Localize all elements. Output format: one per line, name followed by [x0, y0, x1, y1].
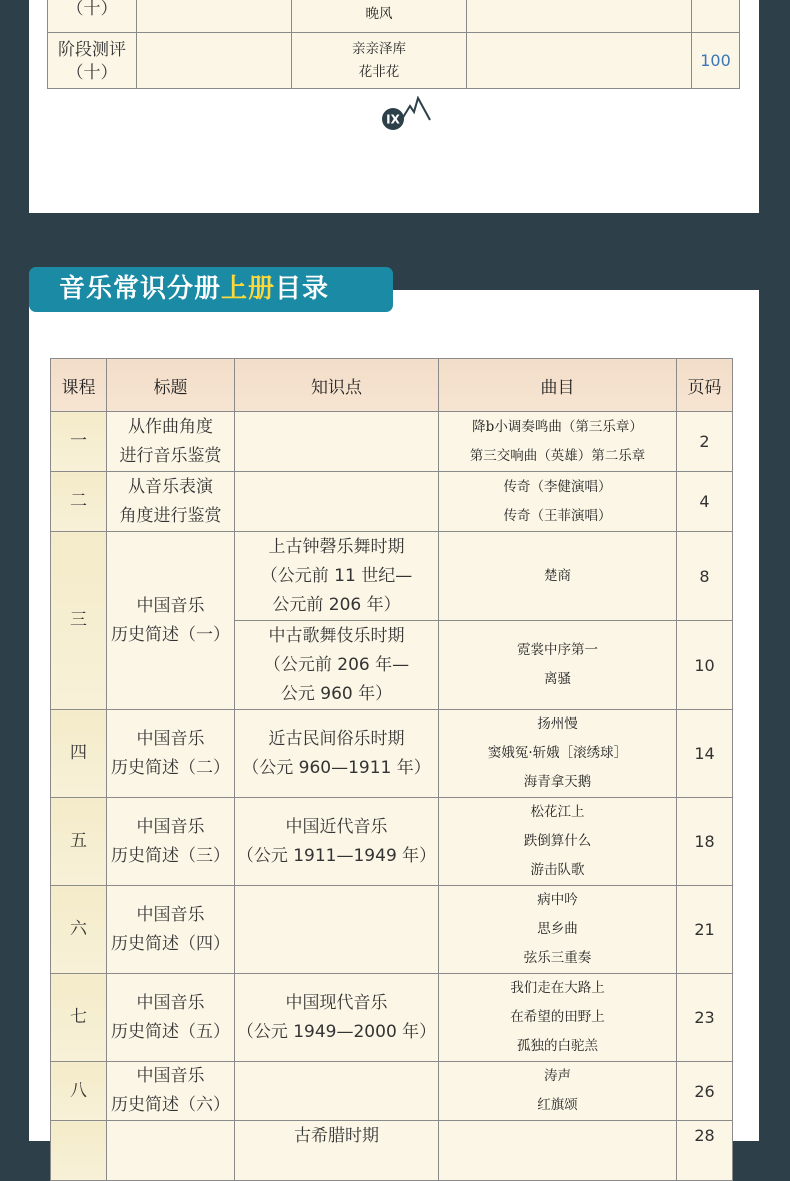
table-row	[51, 412, 733, 472]
col-header-title: 标题	[107, 359, 235, 412]
page-number: 2	[677, 412, 733, 472]
lesson-number: 四	[51, 710, 107, 798]
lesson-title: 中国音乐 历史简述（一）	[107, 532, 235, 710]
col-header-lesson: 课程	[51, 359, 107, 412]
song-list: 涛声 红旗颂	[439, 1062, 677, 1121]
lesson-title	[107, 1121, 235, 1181]
page-number: 23	[677, 974, 733, 1062]
lesson-number: 阶段测评 （十）	[48, 33, 137, 89]
song-list: 亲亲泽库 花非花	[292, 33, 467, 89]
lesson-number: 七	[51, 974, 107, 1062]
song-list	[439, 1121, 677, 1181]
song-list: 降b小调奏鸣曲（第三乐章） 第三交响曲（英雄）第二乐章	[439, 412, 677, 472]
table-row	[51, 974, 733, 1062]
song-list: 松花江上 跌倒算什么 游击队歌	[439, 798, 677, 886]
lesson-number: 二	[51, 472, 107, 532]
song-list: 楚商	[439, 532, 677, 621]
table-row	[51, 532, 733, 621]
knowledge-point	[235, 412, 439, 472]
page-number: 10	[677, 621, 733, 710]
lesson-number: 一	[51, 412, 107, 472]
table-row	[48, 0, 740, 33]
lesson-title: 从作曲角度 进行音乐鉴赏	[107, 412, 235, 472]
song-list: 我们走在大路上 在希望的田野上 孤独的白驼羔	[439, 974, 677, 1062]
knowledge-point: 中国近代音乐 （公元 1911—1949 年）	[235, 798, 439, 886]
song-list: 病中吟 思乡曲 弦乐三重奏	[439, 886, 677, 974]
lesson-title: 中国音乐 历史简述（三）	[107, 798, 235, 886]
lesson-number: （十）	[48, 0, 137, 33]
song-list: 传奇（李健演唱） 传奇（王菲演唱）	[439, 472, 677, 532]
page-number: 100	[692, 33, 740, 89]
page-mark-label: IX	[386, 112, 400, 127]
lesson-number: 三	[51, 532, 107, 710]
lesson-title: 中国音乐 历史简述（五）	[107, 974, 235, 1062]
knowledge-point: 上古钟磬乐舞时期 （公元前 11 世纪— 公元前 206 年）	[235, 532, 439, 621]
page-number-mark	[380, 96, 440, 132]
lesson-number	[51, 1121, 107, 1181]
lesson-number: 六	[51, 886, 107, 974]
song-list: 晚风	[292, 0, 467, 33]
knowledge-point: 中古歌舞伎乐时期 （公元前 206 年— 公元 960 年）	[235, 621, 439, 710]
song-list: 霓裳中序第一 离骚	[439, 621, 677, 710]
table-row	[51, 798, 733, 886]
song-list: 扬州慢 窦娥冤·斩娥［滚绣球］ 海青拿天鹅	[439, 710, 677, 798]
banner-title: 音乐常识分册上册目录	[59, 274, 330, 304]
previous-toc-table	[47, 0, 740, 89]
section-banner	[29, 267, 393, 312]
col-header-knowledge: 知识点	[235, 359, 439, 412]
table-row	[48, 33, 740, 89]
lesson-title: 从音乐表演 角度进行鉴赏	[107, 472, 235, 532]
col-header-page: 页码	[677, 359, 733, 412]
page-number: 14	[677, 710, 733, 798]
knowledge-point: 古希腊时期	[235, 1121, 439, 1181]
knowledge-point	[235, 1062, 439, 1121]
page-number: 8	[677, 532, 733, 621]
knowledge-point	[235, 472, 439, 532]
page-number: 26	[677, 1062, 733, 1121]
table-row	[51, 710, 733, 798]
lesson-title: 中国音乐 历史简述（四）	[107, 886, 235, 974]
table-row	[51, 1121, 733, 1181]
knowledge-point: 中国现代音乐 （公元 1949—2000 年）	[235, 974, 439, 1062]
page-number: 18	[677, 798, 733, 886]
page-number: 4	[677, 472, 733, 532]
toc-table	[50, 358, 733, 1181]
col-header-songs: 曲目	[439, 359, 677, 412]
table-row	[51, 472, 733, 532]
knowledge-point	[235, 886, 439, 974]
page-number: 28	[677, 1121, 733, 1181]
table-row	[51, 886, 733, 974]
knowledge-point: 近古民间俗乐时期 （公元 960—1911 年）	[235, 710, 439, 798]
lesson-title: 中国音乐 历史简述（二）	[107, 710, 235, 798]
table-row	[51, 1062, 733, 1121]
lesson-number: 五	[51, 798, 107, 886]
table-header-row	[51, 359, 733, 412]
page-number: 21	[677, 886, 733, 974]
lesson-number: 八	[51, 1062, 107, 1121]
lesson-title: 中国音乐 历史简述（六）	[107, 1062, 235, 1121]
